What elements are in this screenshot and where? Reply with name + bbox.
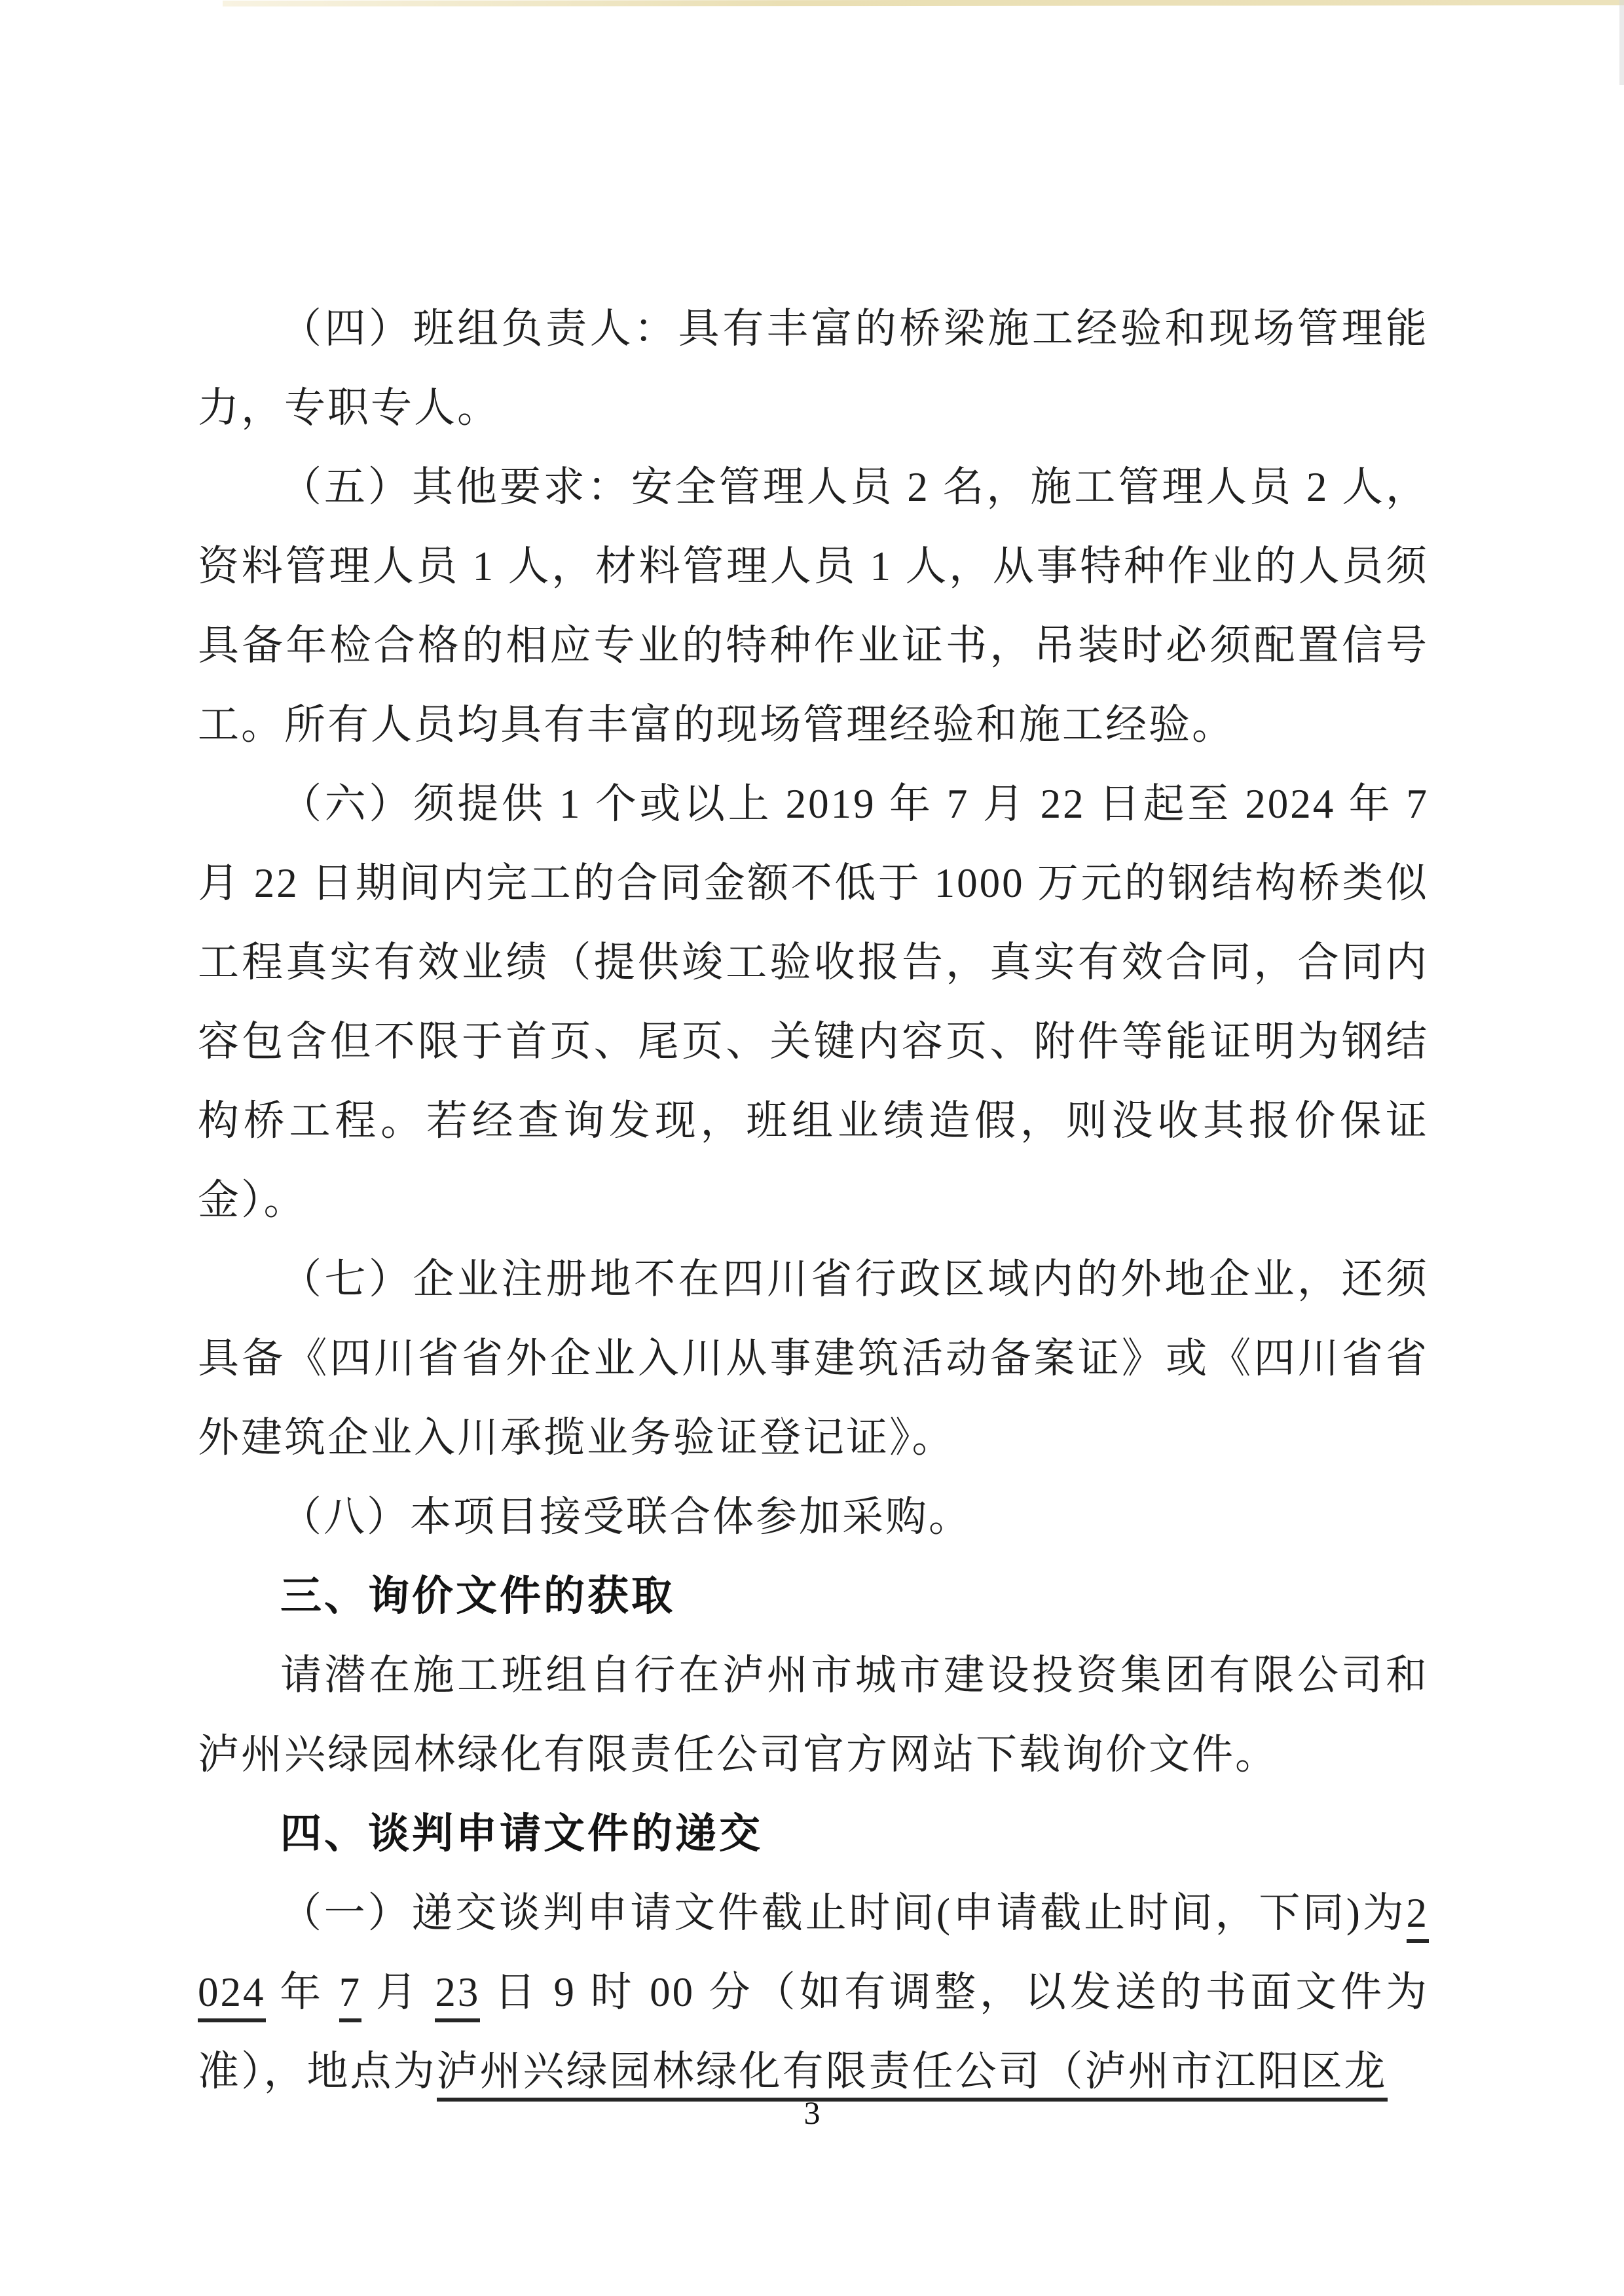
paragraph	[198, 289, 1429, 448]
text-run: （八）本项目接受联合体参加采购。	[280, 1494, 972, 1540]
text-run: （一）递交谈判申请文件截止时间(申请截止时间，下同)为	[280, 1890, 1407, 1936]
text-run: 日 9 时 00 分（如有调整，以发送的书面文件为准），地点为	[198, 1969, 1430, 2094]
text-run: 年	[265, 1969, 339, 2015]
paragraph	[198, 1478, 1429, 1557]
text-run: 四、谈判申请文件的递交	[280, 1811, 763, 1857]
page-footer	[0, 2094, 1624, 2132]
text-run: （五）其他要求：安全管理人员 2 名，施工管理人员 2 人，资料管理人员 1 人，材料管理人员 1 人，从事特种作业的人员须具备年检合格的相应专业的特种作业证书，吊装时必须配置信号工。所有人员均具有丰富的现场管理经验和施工经验。	[198, 464, 1429, 748]
section-heading	[198, 1557, 1429, 1636]
scan-artifact-line	[223, 0, 1624, 7]
text-run: 月	[361, 1969, 435, 2015]
text-run: 请潜在施工班组自行在泸州市城市建设投资集团有限公司和泸州兴绿园林绿化有限责任公司官方网站下载询价文件。	[198, 1652, 1429, 1777]
underlined-text-run: 2024	[198, 1890, 1429, 2022]
underlined-text-run: 泸州兴绿园林绿化有限责任公司（泸州市江阳区龙	[437, 2049, 1388, 2102]
text-run: （六）须提供 1 个或以上 2019 年 7 月 22 日起至 2024 年 7 月 22 日期间内完工的合同金额不低于 1000 万元的钢结构桥类似工程真实有效业绩（提供竣工验收报告，真实有效合同，合同内容包含但不限于首页、尾页、关键内容页、附件等能证明为钢结构桥工程。若经查询发现，班组业绩造假，则没收其报价保证金）。	[198, 781, 1429, 1223]
section-heading	[198, 1795, 1429, 1874]
document-body	[198, 289, 1429, 2111]
text-run: 三、询价文件的获取	[280, 1573, 675, 1619]
paragraph	[198, 765, 1429, 1240]
paragraph	[198, 448, 1429, 765]
page-number: 3	[803, 2094, 821, 2131]
scan-edge-shadow	[1619, 0, 1624, 85]
paragraph	[198, 1240, 1429, 1478]
paragraph	[198, 1636, 1429, 1795]
underlined-text-run: 23	[435, 1969, 480, 2022]
paragraph	[198, 1874, 1429, 2111]
underlined-text-run: 7	[339, 1969, 362, 2022]
text-run: （四）班组负责人：具有丰富的桥梁施工经验和现场管理能力，专职专人。	[198, 306, 1429, 431]
text-run: （七）企业注册地不在四川省行政区域内的外地企业，还须具备《四川省省外企业入川从事建筑活动备案证》或《四川省省外建筑企业入川承揽业务验证登记证》。	[198, 1256, 1429, 1461]
